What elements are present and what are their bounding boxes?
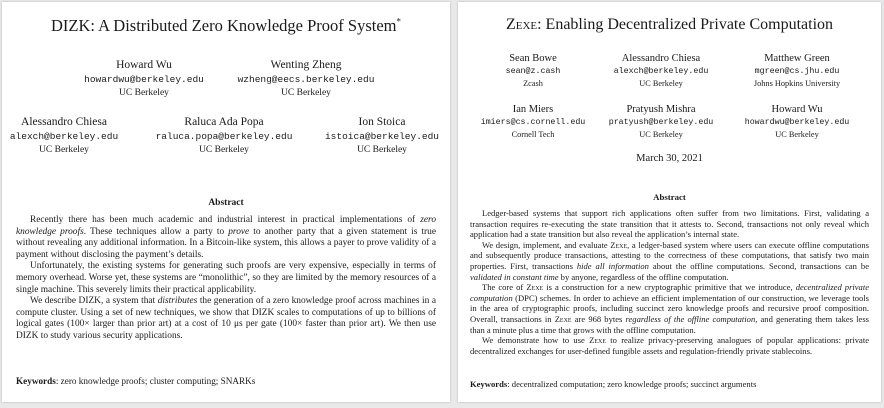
- text-run: (DPC) schemes. In order to achieve an efficient implementation of our construction, we leverage tools in the area of cryptographic proofs, including succinct zero knowledge proofs and recursive proof composition. Overall, transactions in: [470, 292, 869, 324]
- brand-name: Zexe: [610, 239, 628, 250]
- emphasis-text: validated in constant time: [470, 271, 559, 282]
- author-name: Alessandro Chiesa: [21, 116, 107, 128]
- paper-date: March 30, 2021: [636, 153, 703, 164]
- author-email: istoica@berkeley.edu: [324, 131, 440, 142]
- author-name: Howard Wu: [771, 104, 823, 115]
- author-block: [609, 103, 714, 141]
- text-run: We demonstrate how to use: [482, 335, 590, 346]
- emphasis-text: decentralized private computation: [470, 282, 870, 303]
- text-run: We describe DIZK, a system that: [30, 296, 158, 307]
- abstract-body: [16, 215, 436, 343]
- author-affiliation: UC Berkeley: [119, 88, 169, 98]
- author-affiliation: Cornell Tech: [511, 130, 555, 139]
- author-name: Pratyush Mishra: [626, 104, 696, 115]
- brand-name: Zexe: [589, 335, 606, 346]
- abstract-heading: Abstract: [208, 198, 244, 208]
- brand-name: Zexe: [505, 16, 538, 33]
- author-name: Ion Stoica: [358, 116, 406, 128]
- author-affiliation: UC Berkeley: [639, 130, 683, 139]
- text-run: The core of: [482, 282, 527, 293]
- emphasis-text: hide all information: [576, 260, 649, 271]
- paper-title: [2, 16, 450, 36]
- author-block: [84, 58, 204, 100]
- author-block: [156, 115, 293, 157]
- text-run: , and generating them takes less than a minute plus a time that grows with the offline computation.: [470, 313, 869, 335]
- author-email: mgreen@cs.jhu.edu: [754, 67, 840, 76]
- author-affiliation: UC Berkeley: [199, 145, 249, 155]
- author-email: raluca.popa@berkeley.edu: [155, 131, 293, 142]
- abstract-body: [470, 208, 869, 356]
- author-email: alexch@berkeley.edu: [9, 131, 119, 142]
- keywords-text: : zero knowledge proofs; cluster computing; SNARKs: [55, 376, 256, 386]
- author-block: [614, 52, 709, 90]
- abstract-paragraph: [470, 335, 869, 356]
- author-block: [325, 115, 439, 157]
- author-name: Matthew Green: [764, 53, 830, 64]
- brand-name: Zexe: [526, 282, 544, 293]
- abstract-heading: Abstract: [653, 192, 686, 202]
- author-name: Sean Bowe: [509, 53, 557, 64]
- paper-title: [458, 16, 881, 34]
- author-affiliation: Johns Hopkins University: [753, 79, 841, 88]
- author-name: Raluca Ada Popa: [184, 116, 264, 128]
- abstract-paragraph: [470, 282, 869, 335]
- keywords-text: : decentralized computation; zero knowledge proofs; succinct arguments: [507, 379, 757, 389]
- paper-page-dizk: [2, 2, 450, 402]
- abstract-paragraph: [470, 240, 869, 282]
- text-run: by anyone, regardless of the offline computation.: [558, 271, 729, 282]
- emphasis-text: prove: [228, 226, 250, 237]
- paper-page-zexe: [458, 2, 881, 402]
- author-block: [238, 58, 375, 100]
- title-footnote-mark: *: [396, 16, 402, 27]
- abstract-paragraph: Unfortunately, the existing systems for generating such proofs are very expensive, especially in terms of memory overhead. Worse yet, these systems are “monolithic”, so they are limited by the memory resources of a single machine. This severely limits their practical applicability.: [16, 261, 436, 295]
- author-email: pratyush@berkeley.edu: [608, 118, 714, 127]
- author-block: [506, 52, 561, 90]
- keywords-label: Keywords: [16, 376, 56, 386]
- text-run: is a construction for a new cryptographic primitive that we introduce,: [543, 282, 796, 293]
- abstract-paragraph: [16, 215, 436, 261]
- text-run: are 968 bytes: [571, 313, 626, 324]
- text-run: , a ledger-based system where users can execute offline computations and subsequently produce transactions, attesting to the correctness of these computations, that satisfy two main properties. First, transactions: [470, 239, 869, 271]
- author-name: Wenting Zheng: [270, 59, 342, 71]
- author-name: Ian Miers: [512, 104, 554, 115]
- author-email: sean@z.cash: [505, 67, 561, 76]
- text-run: to another party that a given statement is true without revealing any additional information. In a Bitcoin-like system, this allows a payer to prove validity of a payment without disclosing the payment’s details.: [16, 226, 436, 260]
- author-email: imiers@cs.cornell.edu: [480, 118, 586, 127]
- author-name: Howard Wu: [116, 59, 172, 71]
- emphasis-text: regardless of the offline computation: [625, 313, 756, 324]
- author-affiliation: UC Berkeley: [357, 145, 407, 155]
- text-run: to realize privacy-preserving analogues of popular applications: private decentralized exchanges for user-defined fungible assets and regulation-friendly private stablecoins.: [470, 335, 869, 356]
- text-run: . These techniques allow a party to: [83, 226, 229, 237]
- emphasis-text: zero knowledge proofs: [16, 215, 436, 237]
- author-email: howardwu@berkeley.edu: [744, 118, 850, 127]
- author-affiliation: UC Berkeley: [639, 79, 683, 88]
- author-name: Alessandro Chiesa: [621, 53, 701, 64]
- paper-title-text: DIZK: A Distributed Zero Knowledge Proof System: [50, 16, 397, 35]
- author-affiliation: UC Berkeley: [281, 88, 331, 98]
- text-run: We design, implement, and evaluate: [482, 239, 611, 250]
- text-run: the generation of a zero knowledge proof across machines in a compute cluster. Using a set of new techniques, we show that DIZK scales to computations of up to billions of logical gates (100× larger than prior art) at a cost of 10 μs per gate (100× faster than prior art). We then use DIZK to study various security applications.: [16, 296, 436, 341]
- abstract-paragraph: [16, 296, 436, 342]
- keywords-line: [16, 376, 255, 386]
- author-affiliation: UC Berkeley: [775, 130, 819, 139]
- emphasis-text: distributes: [157, 296, 198, 307]
- author-block: [745, 103, 850, 141]
- author-block: [754, 52, 840, 90]
- author-affiliation: Zcash: [523, 79, 543, 88]
- brand-name: Zexe: [554, 313, 572, 324]
- text-run: about the offline computations. Second, transactions can be: [648, 260, 869, 271]
- text-run: Recently there has been much academic and industrial interest in practical implementations of: [30, 215, 421, 225]
- abstract-paragraph: Ledger-based systems that support rich applications often suffer from two limitations. First, validating a transaction requires re-executing the state transition that it attests to. Second, transactions not only reveal which application had a state transition but also reveal the application’s internal state.: [470, 208, 869, 240]
- author-email: alexch@berkeley.edu: [613, 67, 709, 76]
- author-block: [10, 115, 118, 157]
- keywords-label: Keywords: [470, 379, 508, 389]
- author-email: howardwu@berkeley.edu: [84, 74, 204, 85]
- paper-title-text: : Enabling Decentralized Private Computation: [537, 16, 834, 33]
- author-affiliation: UC Berkeley: [39, 145, 89, 155]
- author-email: wzheng@eecs.berkeley.edu: [237, 74, 375, 85]
- keywords-line: [470, 379, 756, 389]
- author-block: [481, 103, 586, 141]
